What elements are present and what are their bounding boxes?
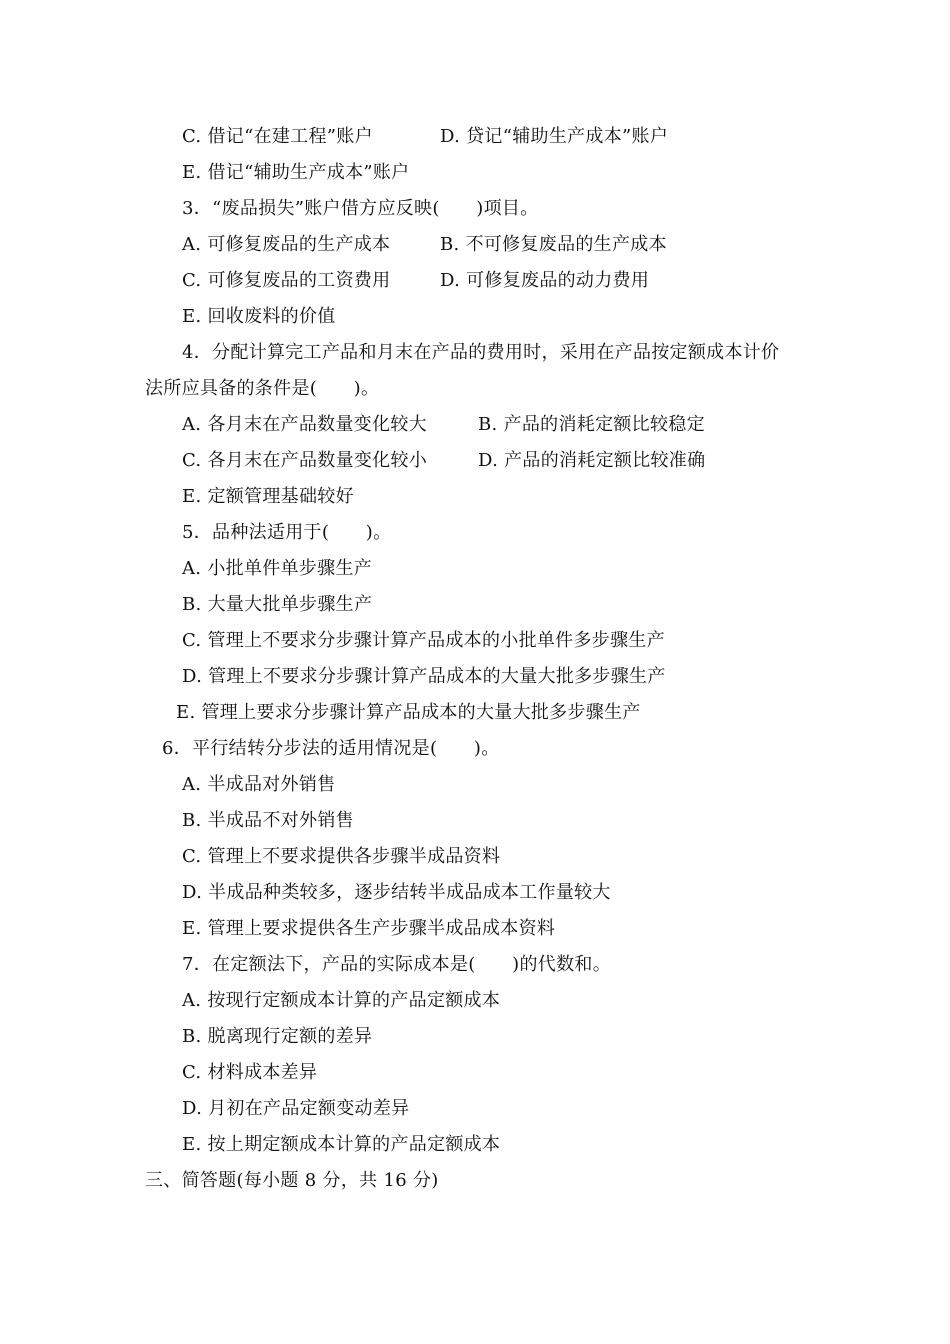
option-q5-e: E. 管理上要求分步骤计算产品成本的大量大批多步骤生产	[176, 702, 641, 723]
option-q6-c: C. 管理上不要求提供各步骤半成品资料	[182, 846, 501, 867]
option-q4-b: B. 产品的消耗定额比较稳定	[478, 414, 705, 435]
option-q3-c: C. 可修复废品的工资费用	[182, 270, 391, 291]
question-4-stem-line-2: 法所应具备的条件是( )。	[145, 378, 380, 399]
option-q7-b: B. 脱离现行定额的差异	[182, 1026, 373, 1047]
option-q3-b: B. 不可修复废品的生产成本	[440, 234, 667, 255]
section-heading-short-answer: 三、简答题(每小题 8 分，共 16 分)	[145, 1170, 439, 1191]
option-q4-a: A. 各月末在产品数量变化较大	[182, 414, 427, 435]
option-q3-a: A. 可修复废品的生产成本	[182, 234, 391, 255]
question-4-stem-line-1: 4．分配计算完工产品和月末在产品的费用时，采用在产品按定额成本计价	[182, 342, 780, 363]
option-q6-a: A. 半成品对外销售	[182, 774, 336, 795]
question-6-stem: 6．平行结转分步法的适用情况是( )。	[162, 738, 500, 759]
option-q6-b: B. 半成品不对外销售	[182, 810, 354, 831]
question-5-stem: 5．品种法适用于( )。	[182, 522, 392, 543]
option-q5-a: A. 小批单件单步骤生产	[182, 558, 373, 579]
option-q7-e: E. 按上期定额成本计算的产品定额成本	[182, 1134, 501, 1155]
option-q7-a: A. 按现行定额成本计算的产品定额成本	[182, 990, 501, 1011]
option-q5-c: C. 管理上不要求分步骤计算产品成本的小批单件多步骤生产	[182, 630, 665, 651]
option-q7-d: D. 月初在产品定额变动差异	[182, 1098, 410, 1119]
option-q6-e: E. 管理上要求提供各生产步骤半成品成本资料	[182, 918, 556, 939]
option-q6-d: D. 半成品种类较多，逐步结转半成品成本工作量较大	[182, 882, 611, 903]
option-q3-e: E. 回收废料的价值	[182, 306, 336, 327]
option-q3-d: D. 可修复废品的动力费用	[440, 270, 650, 291]
option-q5-b: B. 大量大批单步骤生产	[182, 594, 373, 615]
option-q2-e: E. 借记“辅助生产成本”账户	[182, 162, 410, 183]
question-7-stem: 7．在定额法下，产品的实际成本是( )的代数和。	[182, 954, 611, 975]
option-q7-c: C. 材料成本差异	[182, 1062, 318, 1083]
option-q2-d: D. 贷记“辅助生产成本”账户	[440, 126, 669, 147]
option-q4-e: E. 定额管理基础较好	[182, 486, 354, 507]
option-q4-c: C. 各月末在产品数量变化较小	[182, 450, 428, 471]
option-q2-c: C. 借记“在建工程”账户	[182, 126, 373, 147]
option-q5-d: D. 管理上不要求分步骤计算产品成本的大量大批多步骤生产	[182, 666, 666, 687]
option-q4-d: D. 产品的消耗定额比较准确	[478, 450, 706, 471]
question-3-stem: 3．“废品损失”账户借方应反映( )项目。	[182, 198, 539, 219]
